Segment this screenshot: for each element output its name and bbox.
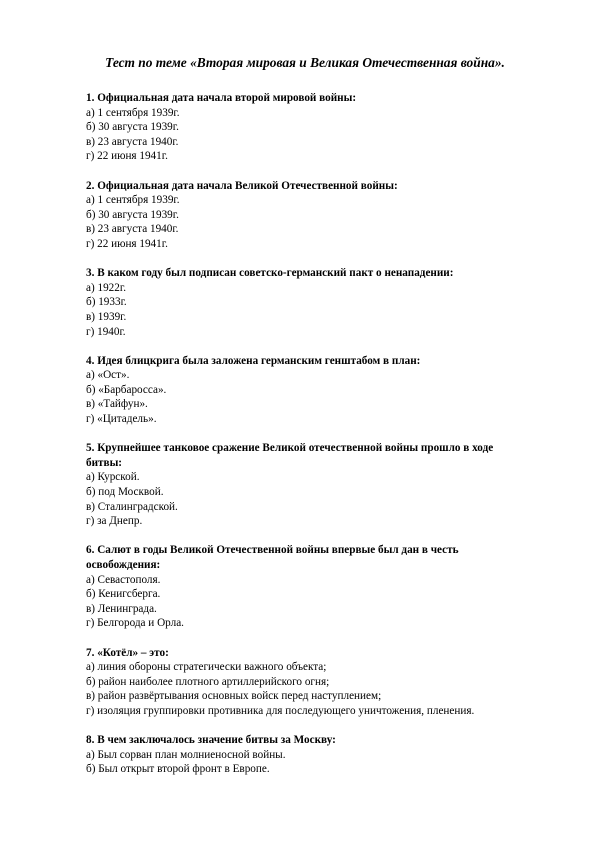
question-text: 1. Официальная дата начала второй мировой войны: <box>86 92 357 104</box>
answer-option: г) 1940г. <box>86 325 126 338</box>
answer-option: в) 23 августа 1940г. <box>86 135 179 148</box>
question-text: 7. «Котёл» – это: <box>86 646 169 659</box>
answer-option: г) «Цитадель». <box>86 413 157 426</box>
answer-option: в) «Тайфун». <box>86 398 148 411</box>
question-text: 5. Крупнейшее танковое сражение Великой отечественной войны прошло в ходе битвы: <box>86 442 494 469</box>
answer-option: г) 22 июня 1941г. <box>86 237 168 250</box>
question-7 <box>86 646 526 719</box>
answer-option: г) 22 июня 1941г. <box>86 150 168 163</box>
answer-option: б) под Москвой. <box>86 486 164 499</box>
answer-option: б) 30 августа 1939г. <box>86 121 179 134</box>
answer-option: г) за Днепр. <box>86 515 143 528</box>
question-text: 4. Идея блицкрига была заложена германским генштабом в план: <box>86 354 421 367</box>
answer-option: а) 1922г. <box>86 281 126 294</box>
question-1 <box>86 91 526 164</box>
answer-option: б) Был открыт второй фронт в Европе. <box>86 763 270 776</box>
answer-option: а) Был сорван план молниеносной войны. <box>86 748 286 761</box>
question-5 <box>86 441 526 529</box>
question-text: 3. В каком году был подписан советско-германский пакт о ненападении: <box>86 267 454 280</box>
question-8 <box>86 733 526 777</box>
question-2 <box>86 179 526 252</box>
answer-option: а) линия обороны стратегически важного объекта; <box>86 661 327 674</box>
answer-option: б) 1933г. <box>86 296 127 309</box>
answer-option: г) изоляция группировки противника для последующего уничтожения, пленения. <box>86 704 475 717</box>
answer-option: а) Севастополя. <box>86 573 161 586</box>
answer-option: б) район наиболее плотного артиллерийского огня; <box>86 675 330 688</box>
answer-option: в) район развёртывания основных войск перед наступлением; <box>86 690 382 703</box>
question-4 <box>86 354 526 427</box>
answer-option: в) 23 августа 1940г. <box>86 223 179 236</box>
question-6 <box>86 543 526 631</box>
question-text: 2. Официальная дата начала Великой Отечественной войны: <box>86 179 398 192</box>
answer-option: в) Ленинграда. <box>86 602 157 615</box>
answer-option: б) 30 августа 1939г. <box>86 208 179 221</box>
questions-list <box>86 91 526 792</box>
answer-option: в) Сталинградской. <box>86 500 178 513</box>
answer-option: б) «Барбаросса». <box>86 383 167 396</box>
answer-option: в) 1939г. <box>86 310 127 323</box>
answer-option: а) «Ост». <box>86 369 130 382</box>
answer-option: г) Белгорода и Орла. <box>86 617 184 630</box>
question-text: 8. В чем заключалось значение битвы за Москву: <box>86 734 336 747</box>
answer-option: а) Курской. <box>86 471 140 484</box>
answer-option: б) Кенигсберга. <box>86 588 161 601</box>
question-text: 6. Салют в годы Великой Отечественной войны впервые был дан в честь освобождения: <box>86 544 459 571</box>
answer-option: а) 1 сентября 1939г. <box>86 194 180 207</box>
question-3 <box>86 266 526 339</box>
document-title: Тест по теме «Вторая мировая и Великая Отечественная война». <box>105 55 505 70</box>
answer-option: а) 1 сентября 1939г. <box>86 106 180 119</box>
